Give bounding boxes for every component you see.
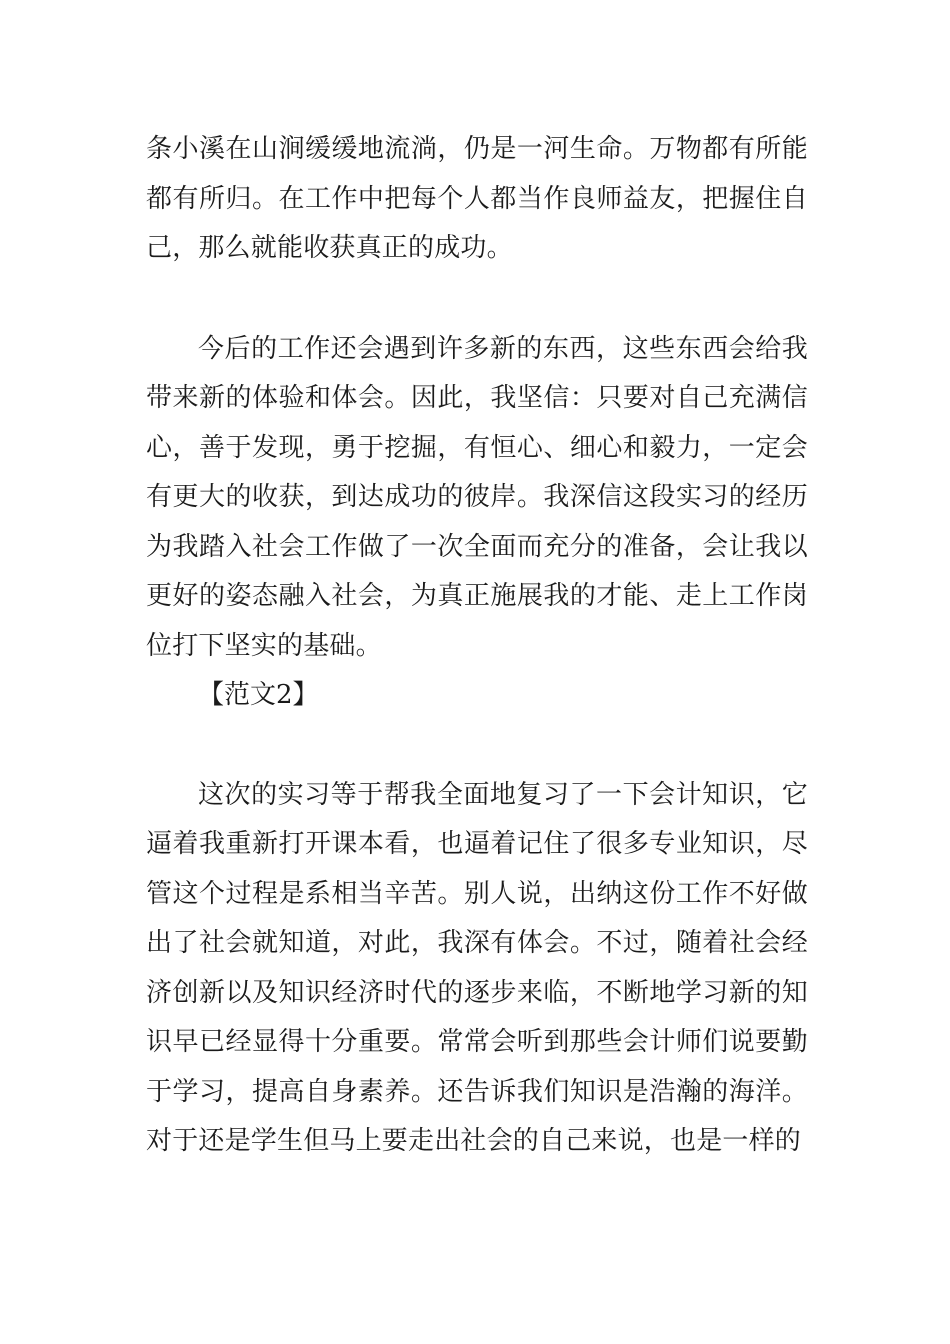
paragraph-2: 今后的工作还会遇到许多新的东西，这些东西会给我带来新的体验和体会。因此，我坚信：只要对自己充满信心，善于发现，勇于挖掘，有恒心、细心和毅力，一定会有更大的收获，到达成功的彼岸。我深信这段实习的经历为我踏入社会工作做了一次全面而充分的准备，会让我以更好的姿态融入社会，为真正施展我的才能、走上工作岗位打下坚实的基础。 — [146, 333, 808, 661]
section-heading: 【范文2】 — [198, 680, 319, 710]
document-page — [146, 125, 808, 1167]
paragraph-3: 这次的实习等于帮我全面地复习了一下会计知识，它逼着我重新打开课本看，也逼着记住了很多专业知识，尽管这个过程是系相当辛苦。别人说，出纳这份工作不好做出了社会就知道，对此，我深有体会。不过，随着社会经济创新以及知识经济时代的逐步来临，不断地学习新的知识早已经显得十分重要。常常会听到那些会计师们说要勤于学习，提高自身素养。还告诉我们知识是浩瀚的海洋。对于还是学生但马上要走出社会的自己来说，也是一样的 — [146, 779, 808, 1156]
paragraph-1: 条小溪在山涧缓缓地流淌，仍是一河生命。万物都有所能都有所归。在工作中把每个人都当作良师益友，把握住自己，那么就能收获真正的成功。 — [146, 134, 808, 263]
